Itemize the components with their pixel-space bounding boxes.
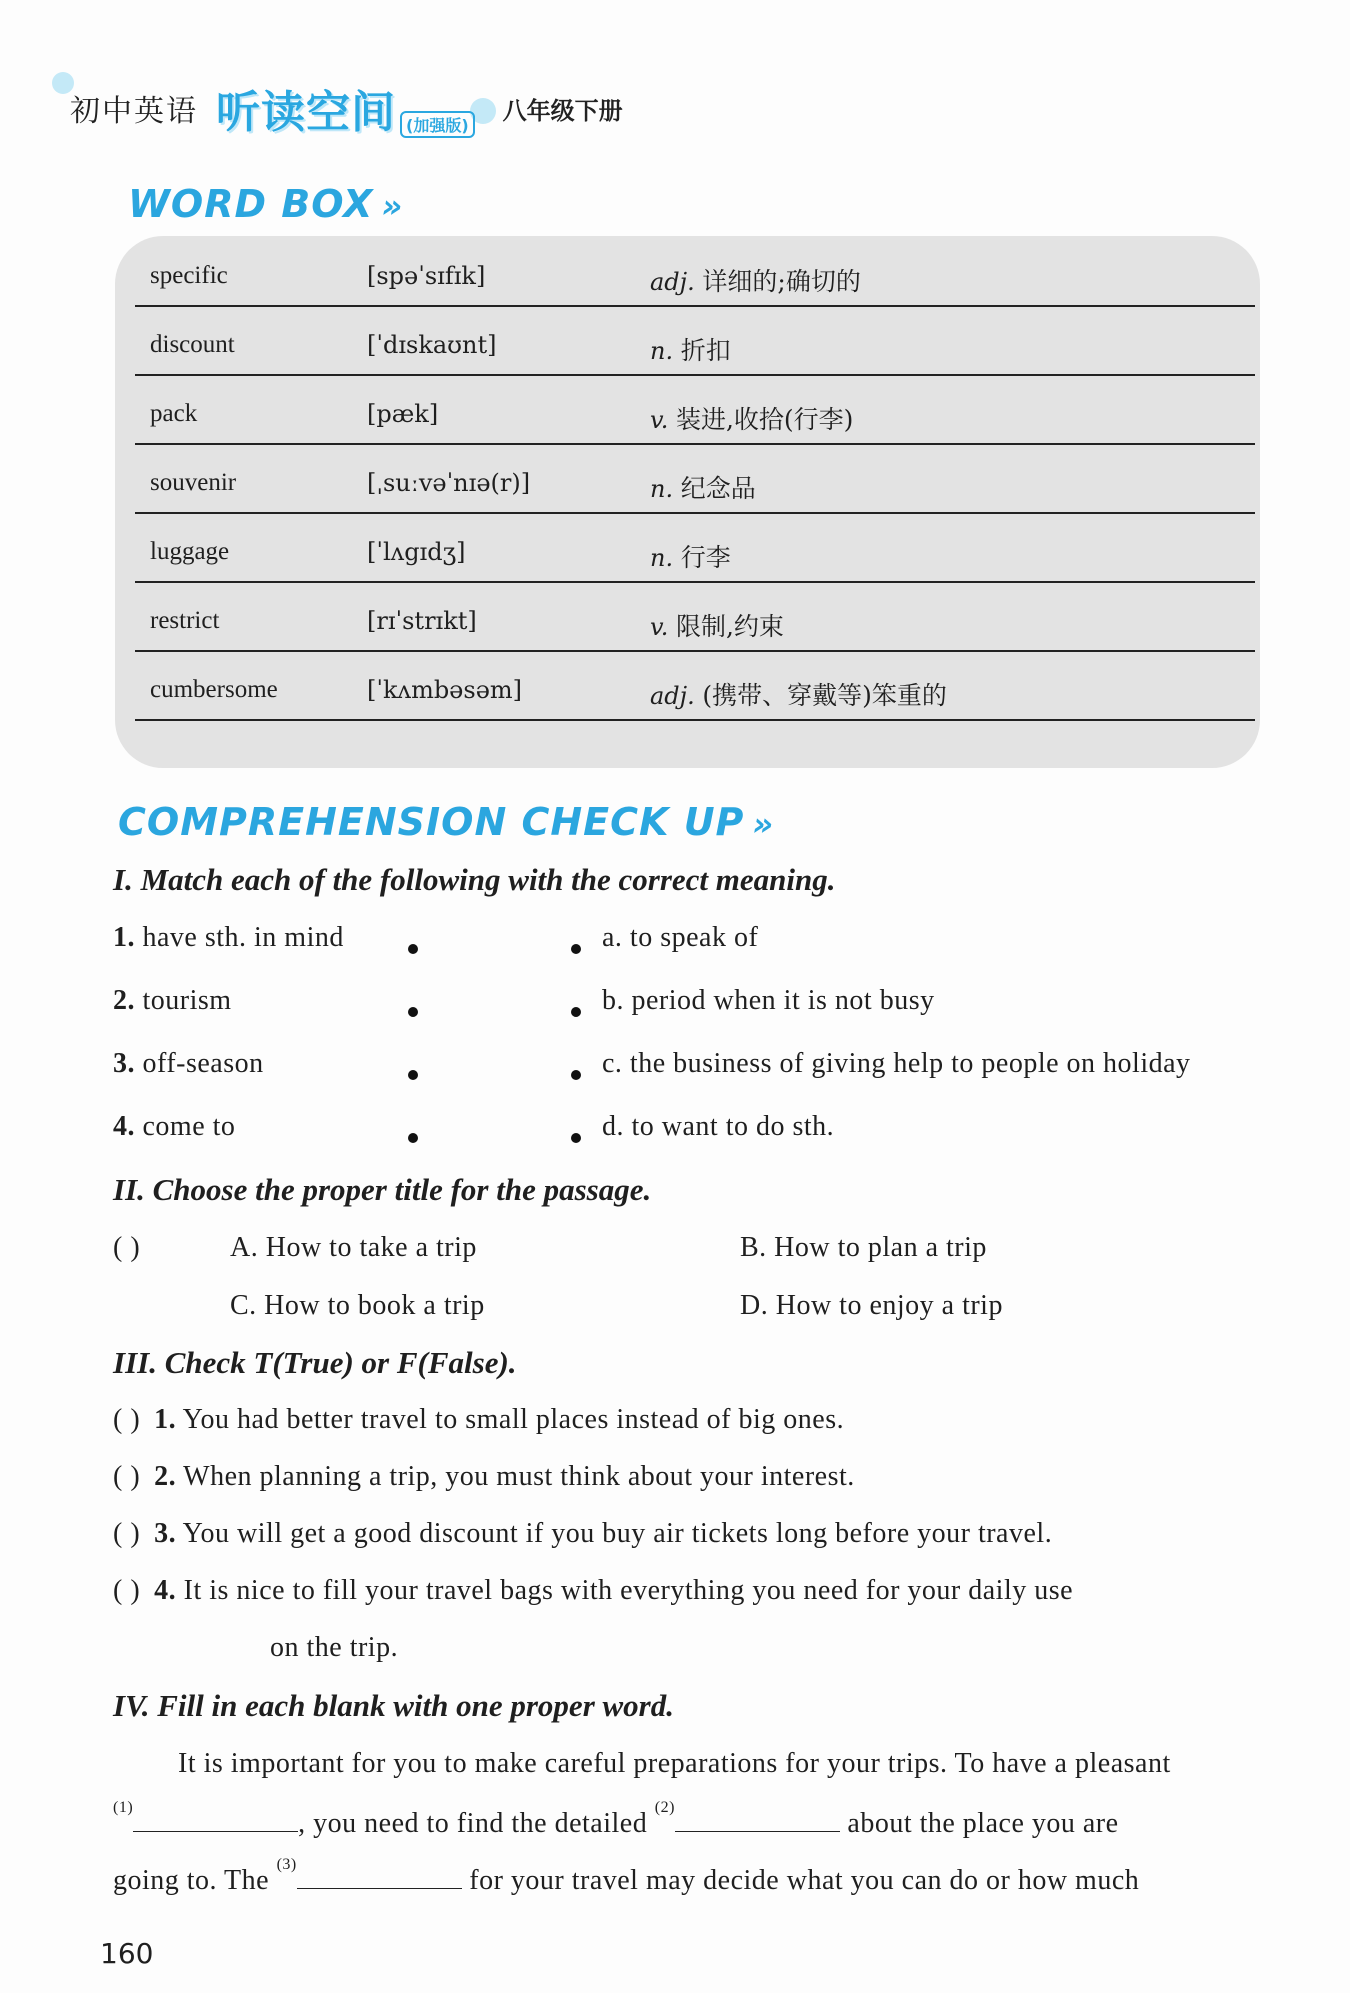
phonetic: [ˈkʌmbəsəm] [367,676,523,704]
phonetic: [rɪˈstrɪkt] [367,607,477,635]
meaning [650,469,756,505]
pos: adj. [650,268,695,296]
meaning [650,607,784,643]
brand-logo: 听读空间 [216,87,396,138]
meaning [650,538,731,574]
item-text: come to [142,1111,236,1142]
meaning-text: 详细的;确切的 [702,267,861,296]
phonetic: [spəˈsɪfɪk] [367,262,486,290]
phonetic: [ˈdɪskaʊnt] [367,331,497,359]
match-dot-right[interactable] [571,944,581,954]
blank-number: (1) [113,1799,134,1816]
page-header [70,78,623,138]
item-number: 4. [113,1111,135,1142]
pos: adj. [650,682,695,710]
match-dot-left[interactable] [408,944,418,954]
pos: v. [650,406,669,434]
tf-item [113,1575,1073,1607]
passage-text: about the place you are [847,1808,1119,1839]
item-text: tourism [142,985,232,1016]
option-a: A. How to take a trip [230,1232,477,1263]
item-text: You had better travel to small places instead of big ones. [182,1404,845,1435]
item-text: off-season [142,1048,264,1079]
part3-heading: III. Check T(True) or F(False). [113,1345,517,1380]
meaning [650,400,853,436]
word-row [135,443,1255,514]
match-dot-left[interactable] [408,1007,418,1017]
word-row [135,305,1255,376]
word-row [135,581,1255,652]
tf-item [113,1404,844,1436]
match-dot-right[interactable] [571,1070,581,1080]
part4-heading: IV. Fill in each blank with one proper word. [113,1688,674,1723]
answer-paren[interactable]: ( ) [113,1575,141,1606]
grade-label: 八年级下册 [502,96,623,125]
word-box [115,236,1260,768]
item-text: When planning a trip, you must think about your interest. [183,1461,855,1492]
word: restrict [150,607,220,634]
word-box-title-text: WORD BOX [128,182,374,226]
item-number: 3. [154,1518,177,1549]
word-row [135,650,1255,721]
double-chevron-icon: » [381,187,404,225]
pos: n. [650,337,674,365]
meaning-text: 行李 [680,543,731,572]
phonetic: [pæk] [367,400,439,428]
passage-text: for your travel may decide what you can do or how much [469,1865,1140,1896]
meaning [650,676,947,712]
match-right-item: b. period when it is not busy [602,985,935,1016]
passage-text: going to. The [113,1865,270,1896]
match-left-item [113,922,344,954]
phonetic: [ˈlʌgɪdʒ] [367,538,466,566]
edition-badge: (加强版) [400,111,475,138]
tf-item [113,1461,855,1493]
match-left-item [113,985,232,1017]
item-number: 4. [154,1575,177,1606]
meaning-text: 纪念品 [680,474,756,503]
item-text: have sth. in mind [142,922,344,953]
passage-line: It is important for you to make careful preparations for your trips. To have a pleasant [178,1748,1171,1779]
meaning [650,331,731,367]
page-number: 160 [100,1937,154,1970]
part2-heading: II. Choose the proper title for the passage. [113,1172,652,1207]
word: souvenir [150,469,237,496]
option-d: D. How to enjoy a trip [740,1290,1003,1321]
match-left-item [113,1048,264,1080]
match-dot-left[interactable] [408,1070,418,1080]
passage-text: , you need to find the detailed [298,1808,648,1839]
item-number: 3. [113,1048,135,1079]
match-left-item [113,1111,235,1143]
passage-line [113,1799,1119,1840]
answer-paren[interactable]: ( ) [113,1461,141,1492]
blank-1[interactable] [133,1805,298,1832]
item-number: 2. [113,985,135,1016]
answer-paren[interactable]: ( ) [113,1232,141,1263]
word: pack [150,400,198,427]
meaning-text: 装进,收拾(行李) [675,405,854,434]
item-number: 2. [154,1461,177,1492]
pos: v. [650,613,669,641]
double-chevron-icon: » [752,805,775,843]
blank-number: (3) [276,1856,297,1873]
answer-paren[interactable]: ( ) [113,1404,141,1435]
meaning-text: 限制,约束 [675,612,784,641]
word: luggage [150,538,230,565]
word-row [135,512,1255,583]
match-dot-right[interactable] [571,1007,581,1017]
comprehension-title [118,800,774,844]
match-dot-left[interactable] [408,1133,418,1143]
answer-paren[interactable]: ( ) [113,1518,141,1549]
meaning-text: 折扣 [680,336,731,365]
option-c: C. How to book a trip [230,1290,485,1321]
match-right-item: a. to speak of [602,922,759,953]
word: cumbersome [150,676,278,703]
tf-item [113,1518,1052,1550]
blank-number: (2) [654,1799,675,1816]
match-right-item: d. to want to do sth. [602,1111,835,1142]
word: specific [150,262,228,289]
meaning-text: (携带、穿戴等)笨重的 [702,681,947,710]
word-row [135,374,1255,445]
blank-2[interactable] [675,1805,840,1832]
blank-3[interactable] [297,1862,462,1889]
part1-heading: I. Match each of the following with the correct meaning. [113,862,836,897]
comprehension-title-text: COMPREHENSION CHECK UP [118,800,745,844]
word-box-title [128,182,403,226]
meaning [650,262,861,298]
passage-line [113,1856,1140,1897]
word-row [135,236,1255,307]
pos: n. [650,544,674,572]
match-dot-right[interactable] [571,1133,581,1143]
phonetic: [ˌsuːvəˈnɪə(r)] [367,469,531,497]
item-number: 1. [113,922,135,953]
tf-item-continuation: on the trip. [270,1632,399,1663]
course-name: 初中英语 [70,94,198,129]
word: discount [150,331,235,358]
item-number: 1. [154,1404,177,1435]
option-b: B. How to plan a trip [740,1232,987,1263]
pos: n. [650,475,674,503]
match-right-item: c. the business of giving help to people on holiday [602,1048,1191,1079]
item-text: You will get a good discount if you buy air tickets long before your travel. [182,1518,1053,1549]
item-text: It is nice to fill your travel bags with everything you need for your daily use [183,1575,1074,1606]
